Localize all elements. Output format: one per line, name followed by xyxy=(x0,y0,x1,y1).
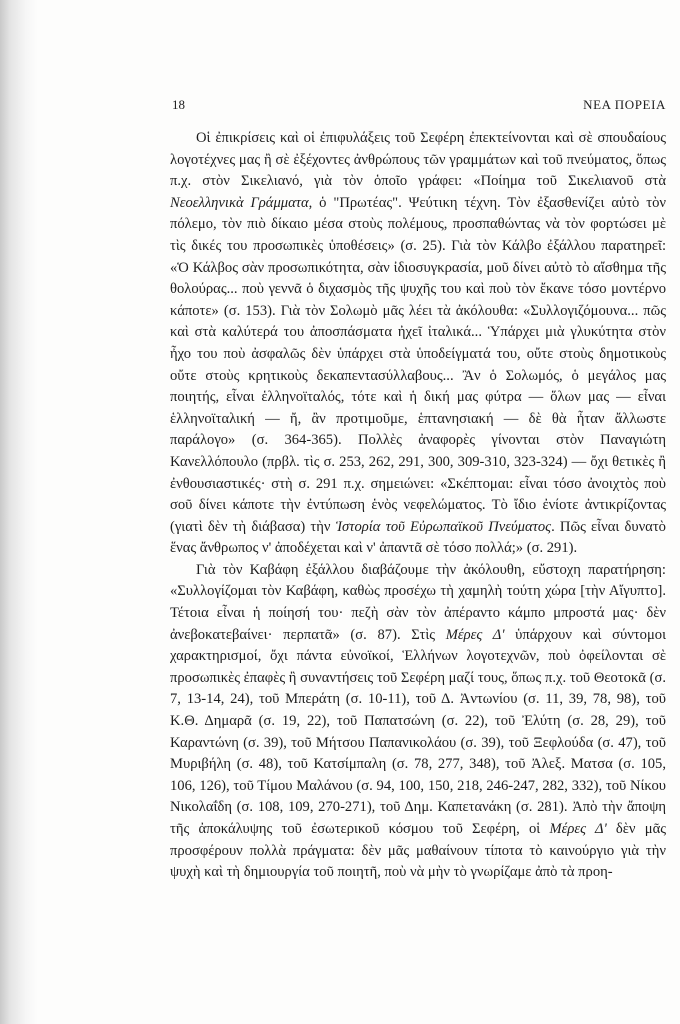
text-run: , ὁ "Πρωτέας". Ψεύτικη τέχνη. Τὸν ἐξασθενίζει αὐτὸ τὸν πόλεμο, τὸν πιὸ δίκαιο μέσα στοὺς πολέμους, προσπαθώντας νὰ τὸν φορτώσει μὲ τὶς δικές του προσωπικὲς ὑποθέσεις» (σ. 25). Γιὰ τὸν Κάλβο ἐξάλλου παρατηρεῖ: «Ὁ Κάλβος σὰν προσωπικότητα, σὰν ἰδιοσυγκρασία, μοῦ δίνει αὐτὸ τὸ αἴσθημα τῆς θολούρας... ποὺ γεννᾶ ὁ διχασμὸς τῆς ψυχῆς του καὶ ποὺ τὸν ἔκανε τόσο μοντέρνο κάποτε» (σ. 153). Γιὰ τὸν Σολωμὸ μᾶς λέει τὰ ἀκόλουθα: «Συλλογιζόμουνα... πῶς καὶ στὰ καλύτερά του ἀποσπάσματα ἠχεῖ ἰταλικά... Ὑπάρχει μιὰ γλυκύτητα στὸν ἦχο του ποὺ ἀσφαλῶς δὲν ὑπάρχει στὰ ὑποδείγματά του, οὔτε στοὺς δημοτικοὺς οὔτε στοὺς κρητικοὺς δεκαπεντασύλλαβους... Ἂν ὁ Σολωμός, ὁ μεγάλος μας ποιητής, εἶναι ἑλληνοϊταλός, τότε καὶ ἡ δική μας φύτρα — ὅλων μας — εἶναι ἑλληνοϊταλική — ἤ, ἂν προτιμοῦμε, ἑπτανησιακή — δὲ θὰ ἦταν ἄλλωστε παράλογο» (σ. 364-365). Πολλὲς ἀναφορὲς γίνονται στὸν Παναγιώτη Κανελλόπουλο (πρβλ. τὶς σ. 253, 262, 291, 300, 309-310, 323-324) — ὄχι θετικὲς ἢ ἐνθουσιαστικές· στὴ σ. 291 π.χ. σημειώνει: «Σκέπτομαι: εἶναι τόσο ἀνοιχτὸς ποὺ σοῦ δίνει κάποτε τὴν ἐντύπωση ἑνὸς νεφελώματος. Τὸ ἴδιο ἐνίοτε ἀντικρίζοντας (γιατὶ δὲν τὴ διάβασα) τὴν xyxy=(170,194,666,535)
body-text xyxy=(170,128,666,884)
text-run: Γιὰ τὸν Καβάφη ἐξάλλου διαβάζουμε τὴν ἀκόλουθη, εὔστοχη παρατήρηση: «Συλλογίζομαι τὸν Καβάφη, καθὼς προσέχω τὴ χαμηλὴ τούτη χώρα [τὴν Αἴγυπτο]. Τέτοια εἶναι ἡ ποίησή του· πεζὴ σὰν τὸν ἀπέραντο κάμπο μπροστά μας· δὲν ἀνεβοκατεβαίνει· περπατᾶ» (σ. 87). Στὶς xyxy=(170,561,666,643)
text-run: δὲν μᾶς προσφέρουν πολλὰ πράγματα: δὲν μᾶς μαθαίνουν τίποτα τὸ καινούργιο γιὰ τὴν ψυχὴ καὶ τὴ δημιουργία τοῦ ποιητῆ, ποὺ νὰ μὴν τὸ γνωρίζαμε ἀπὸ τὰ προη- xyxy=(170,821,667,881)
italic-title-run: Ἱστορία τοῦ Εὐρωπαϊκοῦ Πνεύματος xyxy=(335,518,552,535)
italic-title-run: Μέρες Δ' xyxy=(549,821,607,837)
text-run: Οἱ ἐπικρίσεις καὶ οἱ ἐπιφυλάξεις τοῦ Σεφέρη ἐπεκτείνονται καὶ σὲ σπουδαίους λογοτέχνες μας ἢ σὲ ἐξέχοντες ἀνθρώπους τῶν γραμμάτων καὶ τοῦ πνεύματος, ὅπως π.χ. στὸν Σικελιανό, γιὰ τὸν ὁποῖο γράφει: «Ποίημα τοῦ Σικελιανοῦ στὰ xyxy=(170,130,666,190)
text-run: . Πῶς εἶναι δυνατὸ ἕνας ἄνθρωπος ν' ἀποδέχεται καὶ ν' ἀπαντᾶ σὲ τόσο πολλά;» (σ. 291). xyxy=(170,518,666,557)
page-number: 18 xyxy=(172,97,185,112)
journal-title: ΝΕΑ ΠΟΡΕΙΑ xyxy=(583,97,666,112)
running-header xyxy=(172,97,666,117)
italic-title-run: Μέρες Δ' xyxy=(445,626,505,643)
italic-title-run: Νεοελληνικὰ Γράμματα xyxy=(170,194,309,211)
text-run: ὑπάρχουν καὶ σύντομοι χαρακτηρισμοί, ὄχι πάντα εὐνοϊκοί, Ἑλλήνων λογοτεχνῶν, ποὺ ὀφείλονται σὲ προσωπικὲς ἐπαφὲς ἢ συναντήσεις τοῦ Σεφέρη μαζί τους, ὅπως π.χ. τοῦ Θεοτοκᾶ (σ. 7, 13-14, 24), τοῦ Μπεράτη (σ. 10-11), τοῦ Δ. Ἀντωνίου (σ. 11, 39, 78, 98), τοῦ Κ.Θ. Δημαρᾶ (σ. 19, 22), τοῦ Παπατσώνη (σ. 22), τοῦ Ἐλύτη (σ. 28, 29), τοῦ Καραντώνη (σ. 39), τοῦ Μήτσου Παπανικολάου (σ. 39), τοῦ Ξεφλούδα (σ. 47), τοῦ Μυριβήλη (σ. 48), τοῦ Κατσίμπαλη (σ. 78, 277, 348), τοῦ Ἀλεξ. Ματσα (σ. 105, 106, 126), τοῦ Τίμου Μαλάνου (σ. 94, 100, 150, 218, 246-247, 282, 332), τοῦ Νίκου Νικολαΐδη (σ. 108, 109, 270-271), τοῦ Δημ. Καπετανάκη (σ. 281). Ἀπὸ τὴν ἄποψη τῆς ἀποκάλυψης τοῦ ἐσωτερικοῦ κόσμου τοῦ Σεφέρη, οἱ xyxy=(170,626,667,837)
paragraph-1 xyxy=(170,128,666,560)
binding-shadow xyxy=(0,0,38,1024)
paragraph-2 xyxy=(170,560,666,884)
